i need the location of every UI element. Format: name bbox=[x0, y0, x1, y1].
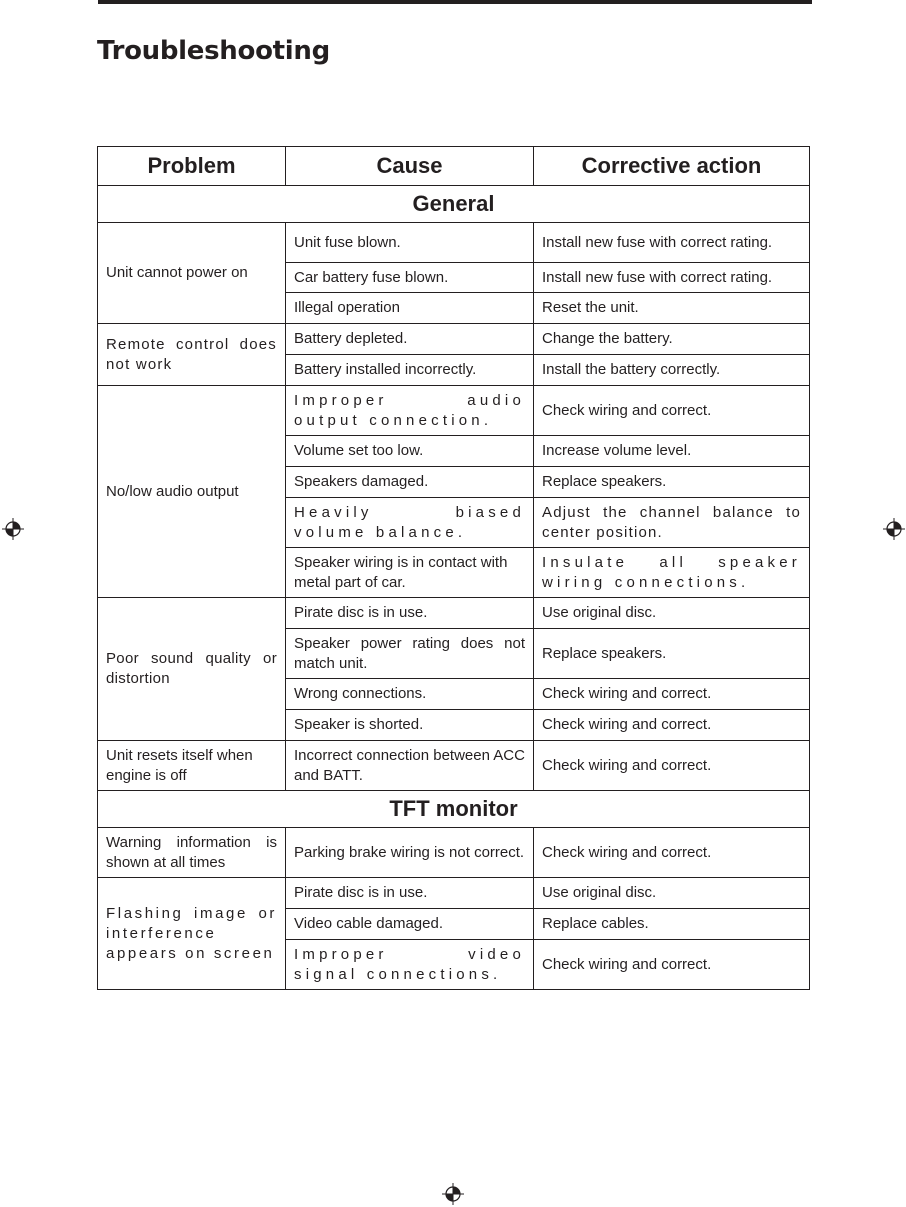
problem-cell: No/low audio output bbox=[98, 386, 286, 598]
action-cell: Check wiring and correct. bbox=[534, 710, 810, 741]
cause-cell: Parking brake wiring is not correct. bbox=[286, 828, 534, 878]
action-cell: Check wiring and correct. bbox=[534, 828, 810, 878]
table-row bbox=[98, 598, 810, 629]
cause-cell: Illegal operation bbox=[286, 293, 534, 324]
problem-cell: Remote control does not work bbox=[98, 324, 286, 386]
cause-cell: Unit fuse blown. bbox=[286, 223, 534, 263]
table-row bbox=[98, 386, 810, 436]
problem-cell: Unit cannot power on bbox=[98, 223, 286, 324]
cause-cell: Speakers damaged. bbox=[286, 467, 534, 498]
action-cell: Install new fuse with correct rating. bbox=[534, 263, 810, 293]
action-cell: Use original disc. bbox=[534, 878, 810, 909]
cause-cell: Video cable damaged. bbox=[286, 909, 534, 940]
problem-cell: Poor sound quality or distortion bbox=[98, 598, 286, 741]
section-title: General bbox=[98, 186, 810, 223]
section-row bbox=[98, 186, 810, 223]
cause-cell: Pirate disc is in use. bbox=[286, 878, 534, 909]
cause-cell: Wrong connections. bbox=[286, 679, 534, 710]
action-cell: Reset the unit. bbox=[534, 293, 810, 324]
header-problem: Problem bbox=[98, 147, 286, 186]
problem-cell: Unit resets itself when engine is off bbox=[98, 741, 286, 791]
cause-cell: Incorrect connection between ACC and BATT. bbox=[286, 741, 534, 791]
cause-cell: Improper video signal connections. bbox=[286, 940, 534, 990]
action-cell: Replace speakers. bbox=[534, 467, 810, 498]
troubleshooting-table bbox=[97, 146, 810, 990]
action-cell: Insulate all speaker wiring connections. bbox=[534, 548, 810, 598]
action-cell: Use original disc. bbox=[534, 598, 810, 629]
cause-cell: Speaker wiring is in contact with metal part of car. bbox=[286, 548, 534, 598]
table-row bbox=[98, 324, 810, 355]
cause-cell: Car battery fuse blown. bbox=[286, 263, 534, 293]
action-cell: Check wiring and correct. bbox=[534, 386, 810, 436]
action-cell: Install the battery correctly. bbox=[534, 355, 810, 386]
table-row bbox=[98, 878, 810, 909]
top-rule bbox=[98, 0, 812, 4]
registration-mark-icon bbox=[442, 1183, 464, 1205]
action-cell: Check wiring and correct. bbox=[534, 940, 810, 990]
cause-cell: Battery installed incorrectly. bbox=[286, 355, 534, 386]
action-cell: Increase volume level. bbox=[534, 436, 810, 467]
page-title: Troubleshooting bbox=[97, 36, 330, 66]
cause-cell: Pirate disc is in use. bbox=[286, 598, 534, 629]
table-row bbox=[98, 223, 810, 263]
action-cell: Replace speakers. bbox=[534, 629, 810, 679]
action-cell: Check wiring and correct. bbox=[534, 679, 810, 710]
table-row bbox=[98, 828, 810, 878]
action-cell: Check wiring and correct. bbox=[534, 741, 810, 791]
cause-cell: Speaker is shorted. bbox=[286, 710, 534, 741]
action-cell: Adjust the channel balance to center position. bbox=[534, 498, 810, 548]
action-cell: Change the battery. bbox=[534, 324, 810, 355]
cause-cell: Improper audio output connection. bbox=[286, 386, 534, 436]
cause-cell: Battery depleted. bbox=[286, 324, 534, 355]
cause-cell: Heavily biased volume balance. bbox=[286, 498, 534, 548]
action-cell: Install new fuse with correct rating. bbox=[534, 223, 810, 263]
problem-cell: Flashing image or interference appears on screen bbox=[98, 878, 286, 990]
header-cause: Cause bbox=[286, 147, 534, 186]
registration-mark-icon bbox=[2, 518, 24, 540]
cause-cell: Speaker power rating does not match unit. bbox=[286, 629, 534, 679]
table-row bbox=[98, 741, 810, 791]
section-row bbox=[98, 791, 810, 828]
header-row bbox=[98, 147, 810, 186]
action-cell: Replace cables. bbox=[534, 909, 810, 940]
cause-cell: Volume set too low. bbox=[286, 436, 534, 467]
registration-mark-icon bbox=[883, 518, 905, 540]
problem-cell: Warning information is shown at all times bbox=[98, 828, 286, 878]
header-corrective-action: Corrective action bbox=[534, 147, 810, 186]
section-title: TFT monitor bbox=[98, 791, 810, 828]
